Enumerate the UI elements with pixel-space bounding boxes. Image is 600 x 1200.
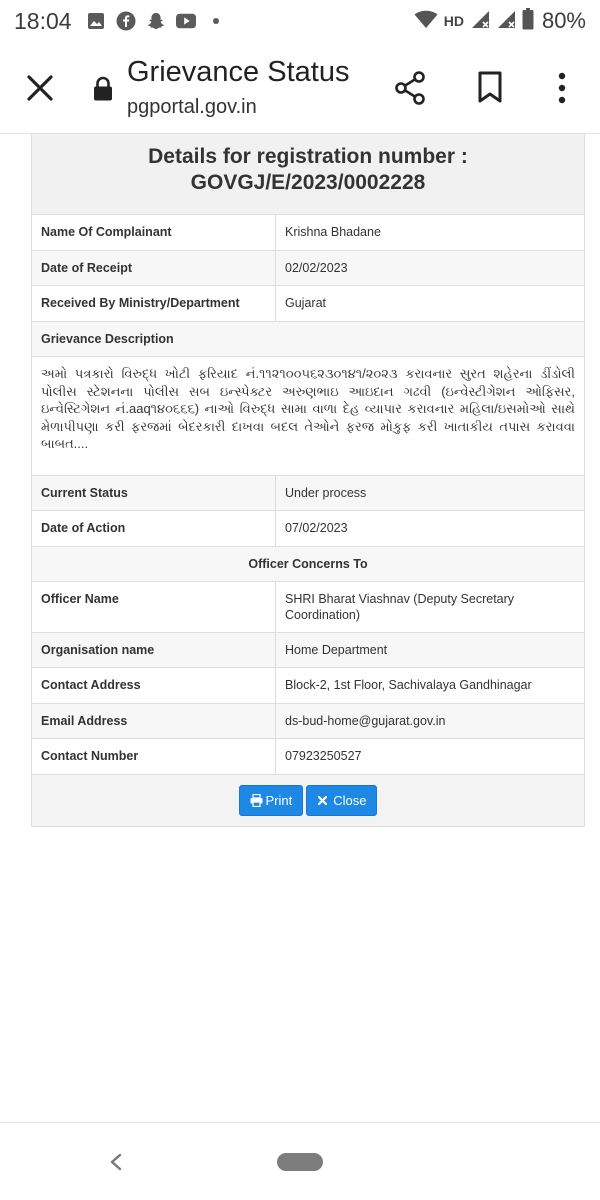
system-navigation-bar bbox=[0, 1122, 600, 1200]
received-by-label: Received By Ministry/Department bbox=[32, 286, 276, 321]
address-value: Block-2, 1st Floor, Sachivalaya Gandhinagar bbox=[285, 678, 532, 692]
youtube-icon bbox=[176, 11, 196, 31]
details-header bbox=[32, 134, 584, 215]
row-email bbox=[32, 704, 584, 739]
complainant-label: Name Of Complainant bbox=[32, 215, 276, 250]
phone-label: Contact Number bbox=[32, 739, 276, 774]
row-received-by bbox=[32, 286, 584, 322]
notification-icons bbox=[86, 11, 226, 31]
receipt-date-value: 02/02/2023 bbox=[285, 261, 348, 275]
row-complainant bbox=[32, 215, 584, 251]
receipt-date-label: Date of Receipt bbox=[32, 251, 276, 285]
officer-heading: Officer Concerns To bbox=[32, 547, 584, 582]
row-current-status bbox=[32, 476, 584, 511]
organisation-label: Organisation name bbox=[32, 633, 276, 667]
officer-name-label: Officer Name bbox=[32, 582, 276, 632]
battery-icon bbox=[522, 8, 534, 35]
status-value: Under process bbox=[285, 486, 367, 500]
page-title: Grievance Status bbox=[127, 56, 350, 88]
back-chevron-icon[interactable] bbox=[108, 1153, 124, 1171]
row-contact-number bbox=[32, 739, 584, 775]
registration-number: GOVGJ/E/2023/0002228 bbox=[190, 171, 426, 194]
status-bar bbox=[0, 0, 600, 42]
signal-icon-2 bbox=[496, 9, 516, 34]
grievance-description: અમો પત્રકારો વિરુદ્ધ ખોટી ફરિયાદ નં.૧૧૨૧૦૦૫૬૨૩૦૧૪૧/૨૦૨૩ કરાવનાર સુરત શહેરના ડીંડોલી પોલીસ સ્ટેશનના પોલીસ સબ ઇન્સ્પેક્ટર અરુણભાઇ આઇદાન ગઢવી (ઇન્વેસ્ટીગેશન ઓફિસર, ઇન્વેસ્ટિગેશન નં.aaq૧૪૦૬૬૬) નાઓ વિરુદ્ધ સામા વાળા દેહ વ્યાપાર કરાવનાર મહિલા/ઇસમોઓ સાથે મેળાપીપણા કરી ફરજમાં બેદરકારી દાખવા બદલ તેઓને ફરજ મોકુફ કરી ખાતાકીય તપાસ કરાવવા બાબત.... bbox=[32, 357, 584, 476]
share-icon[interactable] bbox=[393, 70, 427, 106]
received-by-value: Gujarat bbox=[285, 296, 326, 310]
print-button-label: Print bbox=[265, 793, 293, 808]
network-type: HD bbox=[443, 13, 464, 29]
close-x-icon bbox=[317, 794, 330, 807]
row-organisation bbox=[32, 633, 584, 668]
close-button-label: Close bbox=[333, 793, 367, 808]
battery-percent: 80% bbox=[541, 8, 586, 33]
row-action-date bbox=[32, 511, 584, 547]
gallery-icon bbox=[86, 11, 106, 31]
lock-icon bbox=[92, 76, 114, 102]
home-pill[interactable] bbox=[277, 1153, 323, 1171]
page-url[interactable]: pgportal.gov.in bbox=[127, 96, 257, 118]
email-value: ds-bud-home@gujarat.gov.in bbox=[285, 714, 446, 728]
snapchat-icon bbox=[146, 11, 166, 31]
status-right bbox=[414, 8, 586, 35]
more-options-icon[interactable] bbox=[552, 70, 572, 106]
close-button[interactable] bbox=[306, 785, 377, 816]
grievance-details-table bbox=[31, 134, 585, 827]
row-officer-name bbox=[32, 582, 584, 633]
facebook-icon bbox=[116, 11, 136, 31]
officer-name-value: SHRI Bharat Viashnav (Deputy Secretary Coordination) bbox=[285, 592, 515, 622]
status-time: 18:04 bbox=[14, 7, 72, 34]
print-icon bbox=[250, 794, 263, 807]
bookmark-icon[interactable] bbox=[476, 70, 504, 104]
print-button[interactable] bbox=[239, 785, 304, 816]
description-heading: Grievance Description bbox=[32, 322, 584, 357]
complainant-value: Krishna Bhadane bbox=[285, 225, 381, 239]
dot-icon bbox=[206, 11, 226, 31]
row-contact-address bbox=[32, 668, 584, 704]
action-date-label: Date of Action bbox=[32, 511, 276, 546]
header-registration-label: Details for registration number : bbox=[148, 145, 468, 168]
row-receipt-date bbox=[32, 251, 584, 286]
status-label: Current Status bbox=[32, 476, 276, 510]
signal-icon bbox=[470, 9, 490, 34]
browser-toolbar bbox=[0, 42, 600, 134]
action-date-value: 07/02/2023 bbox=[285, 521, 348, 535]
close-icon[interactable] bbox=[24, 72, 56, 104]
organisation-value: Home Department bbox=[285, 643, 388, 657]
address-label: Contact Address bbox=[32, 668, 276, 703]
wifi-icon bbox=[414, 9, 438, 34]
phone-value: 07923250527 bbox=[285, 749, 362, 763]
action-button-bar bbox=[32, 775, 584, 826]
email-label: Email Address bbox=[32, 704, 276, 738]
